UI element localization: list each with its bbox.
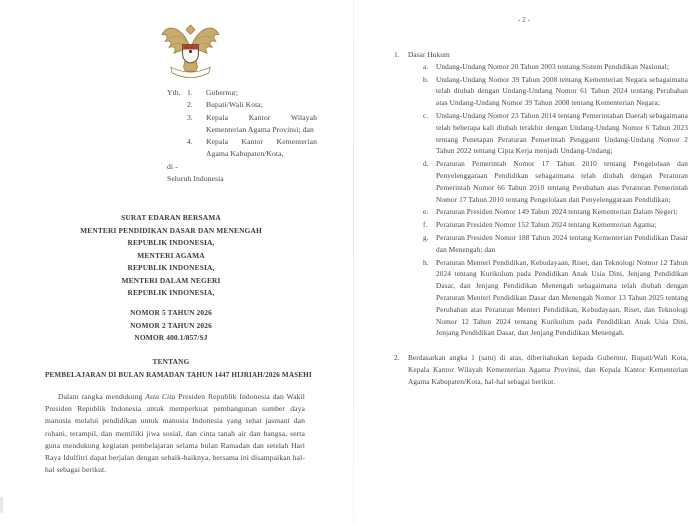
recipient-name: Bupati/Wali Kota; [206,100,263,110]
section-title: Dasar Hukum [408,50,450,59]
title-line: MENTERI AGAMA [137,250,205,260]
item-text: Peraturan Presiden Nomor 188 Tahun 2024 tentang Kementerian Pendidikan Dasar dan Menengah; dan [436,232,688,254]
item-letter: c. [423,110,429,120]
item-text: Undang-Undang Nomor 39 Tahun 2008 tentang Kementerian Negara sebagaimana telah diubah dengan Undang-Undang Nomor 61 Tahun 2024 tentang Perubahan atas Undang-Undang Nomor 39 Tahun 2008 tentang Kementerian Negara; [436,74,688,108]
title-line: REPUBLIK INDONESIA, [127,263,215,272]
item-letter: g. [423,232,429,242]
nomor-line: NOMOR 400.1/857/SJ [134,333,208,342]
section-1-heading [394,49,688,61]
section-number: 1. [394,50,400,59]
legal-item [423,257,688,340]
di-line: di - [167,161,178,171]
nomor-line: NOMOR 2 TAHUN 2026 [130,320,212,330]
item-text: Peraturan Presiden Nomor 152 Tahun 2024 tentang Kementerian Agama; [436,220,657,230]
section-text: Berdasarkan angka 1 (satu) di atas, diberitahukan kepada Gubernur, Bupati/Wali Kota, Kepala Kantor Wilayah Kementerian Agama Provinsi, dan Kepala Kantor Kementerian Agama Kabupaten/Kota, hal-hal sebagai berikut. [408,353,688,386]
legal-item [423,74,688,109]
title-line: REPUBLIK INDONESIA, [127,238,215,247]
title-line: SURAT EDARAN BERSAMA [121,213,221,222]
nomor-line: NOMOR 5 TAHUN 2026 [130,308,212,317]
recipient-number: 1. [187,88,193,97]
legal-item [423,110,688,157]
address-line: Seluruh Indonesia [167,174,224,184]
subject-block [45,356,312,381]
garuda-pancasila-emblem-icon [157,19,224,80]
subject-line: PEMBELAJARAN DI BULAN RAMADAN TAHUN 1447 HIJRIAH/2026 MASEHI [45,370,312,379]
legal-item [423,219,688,231]
item-text: Peraturan Presiden Nomor 149 Tahun 2024 tentang Kementerian Dalam Negeri; [436,207,678,217]
recipient-block [167,87,317,185]
recipient-row [167,112,317,137]
section-2 [394,352,688,387]
recipient-row [167,99,317,111]
legal-item [423,61,688,73]
opening-paragraph [45,391,305,476]
item-letter: f. [423,220,428,230]
recipient-salutation: Yth. [167,88,181,97]
page-number: - 2 - [517,15,531,24]
recipient-number: 3. [187,112,193,122]
recipient-name: Kepala Kantor Kementerian Agama Kabupaten/Kota, [206,137,317,159]
item-letter: d. [423,159,429,169]
item-text: Peraturan Pemerintah Nomor 17 Tahun 2010 tentang Pengelolaan dan Penyelenggaraan Pendidikan sebagaimana telah diubah dengan Peraturan Pemerintah Nomor 66 Tahun 2010 tentang Perubahan atas Peraturan Pemerintah Nomor 17 Tahun 2010 tentang Pengelolaan dan Penyelenggaraan Pendidikan; [436,159,688,204]
recipient-row [167,87,317,99]
section-number: 2. [394,353,400,363]
legal-item [423,158,688,205]
item-letter: a. [423,61,429,71]
opening-paragraph-part2: Presiden Republik Indonesia dan Wakil Presiden Republik Indonesia untuk memperkuat pembangunan sumber daya manusia melalui pendidikan untuk manusia Indonesia yang sehat jasmani dan rohani, terampil, dan memiliki jiwa sosial, dan cinta tanah air dan bangsa, serta guna mendukung kegiatan pembelajaran selama bulan Ramadan dan setelah Hari Raya Idulfitri dapat berjalan dengan sebaik-baiknya, bersama ini disampaikan hal-hal sebagai berikut. [45,392,305,475]
document-number-block [45,307,297,345]
item-letter: e. [423,207,429,217]
recipient-number: 2. [187,100,193,110]
item-letter: b. [423,74,429,84]
item-letter: h. [423,257,429,267]
document-title-block [45,212,297,300]
legal-item [423,206,688,218]
title-line: REPUBLIK INDONESIA, [127,288,215,297]
legal-item [423,232,688,256]
item-text: Undang-Undang Nomor 20 Tahun 2003 tentang Sistem Pendidikan Nasional; [436,61,669,71]
title-line: MENTERI PENDIDIKAN DASAR DAN MENENGAH [80,225,262,235]
title-line: MENTERI DALAM NEGERI [121,275,221,285]
recipient-number: 4. [187,137,193,147]
recipient-row [167,136,317,161]
item-text: Undang-Undang Nomor 23 Tahun 2014 tentang Pemerintahan Daerah sebagaimana telah beberapa kali diubah terakhir dengan Undang-Undang Nomor 6 Tahun 2023 tentang Penetapan Peraturan Pemerintah Pengganti Undang-Undang Nomor 2 Tahun 2022 tentang Cipta Kerja menjadi Undang-Undang; [436,110,688,156]
asta-cita-italic: Asta Cita [145,392,176,401]
document-page-2 [354,0,700,525]
item-text: Peraturan Menteri Pendidikan, Kebudayaan, Riset, dan Teknologi Nomor 12 Tahun 2024 tentang Kurikulum pada Pendidikan Anak Usia Dini, Jenjang Pendidikan Dasar, dan Jenjang Pendidikan Menengah sebagaimana telah diubah dengan Peraturan Menteri Pendidikan Dasar dan Menengah Nomor 13 Tahun 2025 tentang Perubahan atas Peraturan Menteri Pendidikan, Kebudayaan, Riset, dan Teknologi Nomor 12 Tahun 2024 tentang Kurikulum pada Pendidikan Anak Usia Dini, Jenjang Pendidikan Dasar, dan Jenjang Pendidikan Menengah. [436,257,688,338]
recipient-name: Gubernur; [206,88,239,97]
tentang-label: TENTANG [152,357,190,366]
opening-paragraph-part1: Dalam rangka mendukung [58,392,143,401]
recipient-name: Kepala Kantor Wilayah Kementerian Agama Provinsi; dan [206,112,317,134]
body-content [394,49,688,388]
